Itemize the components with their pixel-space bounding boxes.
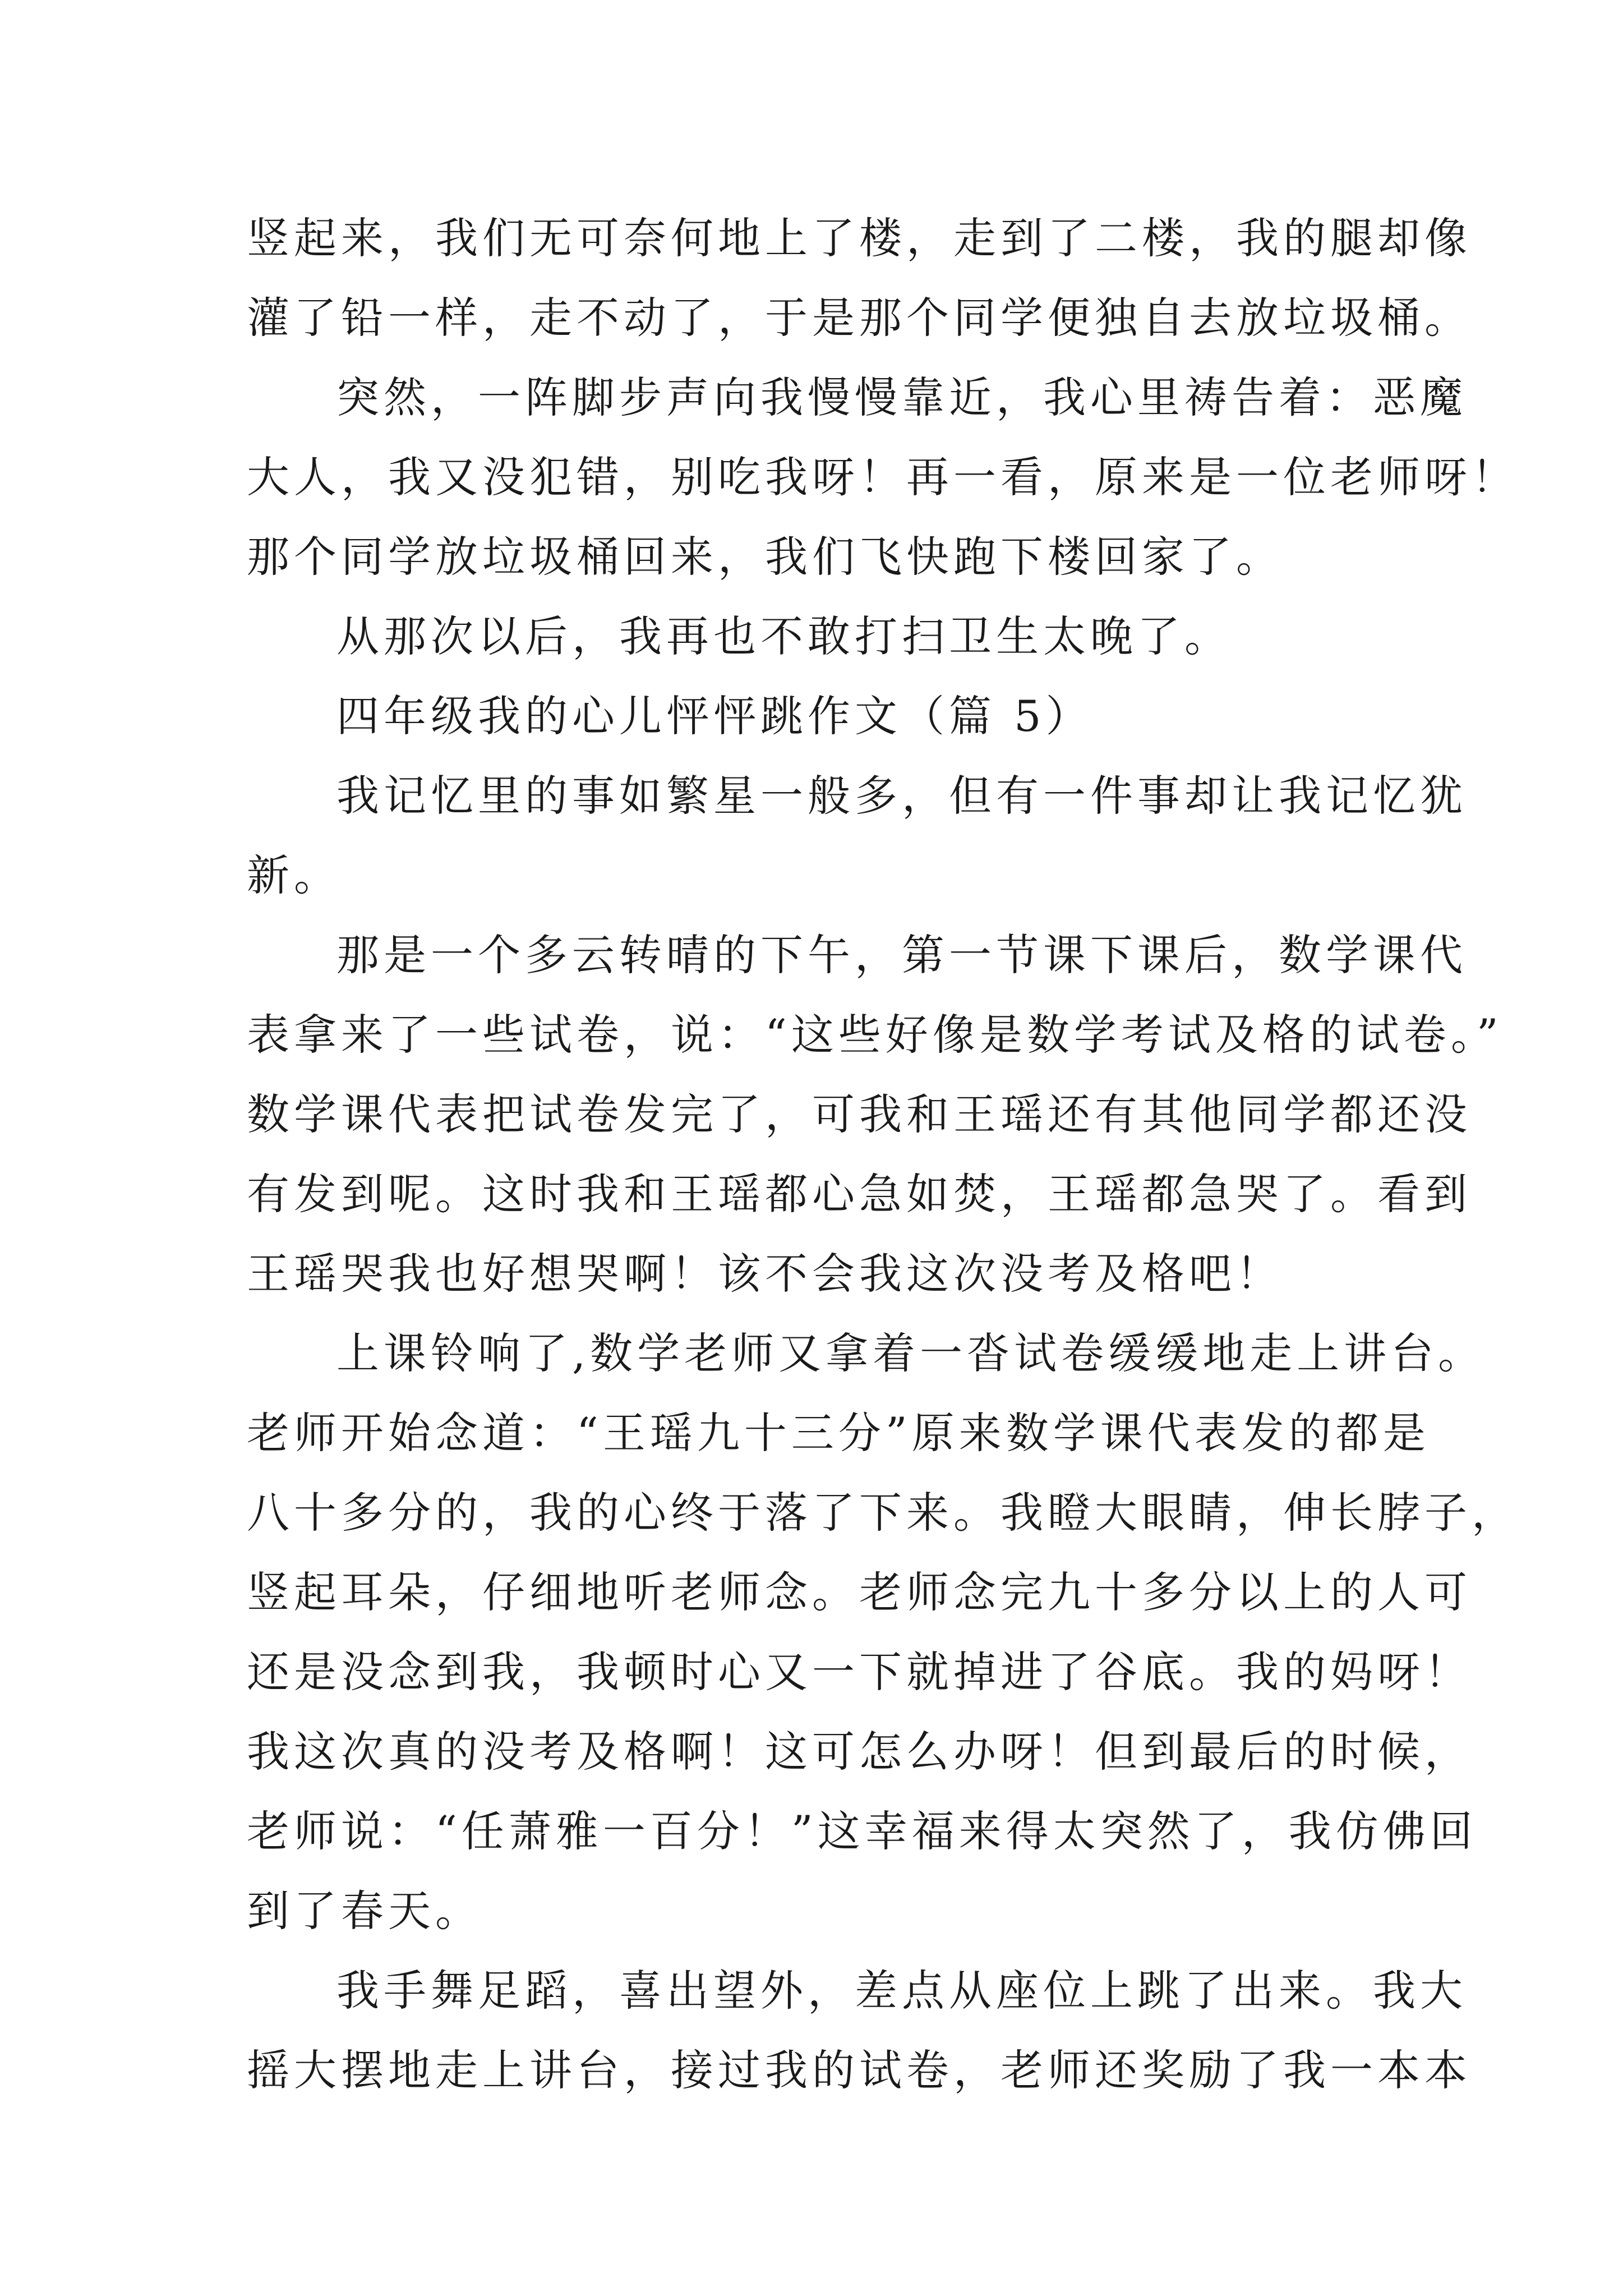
text-line: 竖起耳朵，仔细地听老师念。老师念完九十多分以上的人可	[247, 1567, 1472, 1617]
text-line: 老师说：“任萧雅一百分！”这幸福来得太突然了，我仿佛回	[247, 1806, 1477, 1856]
text-line: 从那次以后，我再也不敢打扫卫生太晚了。	[336, 611, 1232, 661]
text-line: 那是一个多云转晴的下午，第一节课下课后，数学课代	[336, 930, 1467, 980]
text-line: 还是没念到我，我顿时心又一下就掉进了谷底。我的妈呀！	[247, 1647, 1472, 1697]
text-line: 新。	[247, 850, 341, 900]
text-line: 我手舞足蹈，喜出望外，差点从座位上跳了出来。我大	[336, 1966, 1467, 2016]
text-line: 竖起来，我们无可奈何地上了楼，走到了二楼，我的腿却像	[247, 213, 1472, 263]
text-line: 摇大摆地走上讲台，接过我的试卷，老师还奖励了我一本本	[247, 2045, 1472, 2095]
text-line: 突然，一阵脚步声向我慢慢靠近，我心里祷告着：恶魔	[336, 372, 1467, 422]
text-line: 王瑶哭我也好想哭啊！该不会我这次没考及格吧！	[247, 1249, 1283, 1299]
text-line: 数学课代表把试卷发完了，可我和王瑶还有其他同学都还没	[247, 1089, 1472, 1139]
text-line: 我记忆里的事如繁星一般多，但有一件事却让我记忆犹	[336, 771, 1467, 821]
text-line: 大人，我又没犯错，别吃我呀！再一看，原来是一位老师呀！	[247, 452, 1519, 502]
text-line: 上课铃响了,数学老师又拿着一沓试卷缓缓地走上讲台。	[336, 1328, 1486, 1378]
text-line: 表拿来了一些试卷，说：“这些好像是数学考试及格的试卷。”	[247, 1010, 1503, 1060]
text-line: 老师开始念道：“王瑶九十三分”原来数学课代表发的都是	[247, 1408, 1430, 1458]
text-line: 八十多分的，我的心终于落了下来。我瞪大眼睛，伸长脖子，	[247, 1488, 1519, 1538]
text-line: 我这次真的没考及格啊！这可怎么办呀！但到最后的时候，	[247, 1727, 1472, 1777]
text-line: 那个同学放垃圾桶回来，我们飞快跑下楼回家了。	[247, 532, 1283, 582]
text-line: 四年级我的心儿怦怦跳作文（篇 5）	[336, 691, 1093, 741]
text-line: 灌了铅一样，走不动了，于是那个同学便独自去放垃圾桶。	[247, 293, 1472, 343]
text-line: 到了春天。	[247, 1886, 482, 1936]
text-line: 有发到呢。这时我和王瑶都心急如焚，王瑶都急哭了。看到	[247, 1169, 1472, 1219]
